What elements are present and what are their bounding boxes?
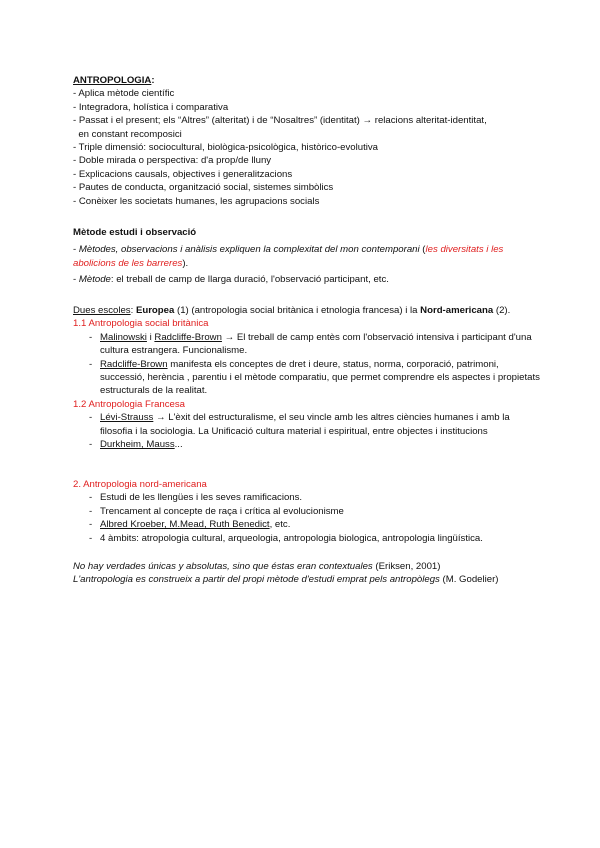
list-item: - Trencament al concepte de raça i crítica al evolucionisme [73,505,543,518]
dash: - [73,274,79,286]
method-line-1 [73,243,543,270]
author-names: Albred Kroeber, M.Mead, Ruth Benedict [100,519,270,531]
method-heading: Mètode estudi i observació [73,227,197,238]
list-item [73,518,543,531]
schools-nord-rest: (2). [493,305,511,316]
author-name: Radcliffe-Brown [154,331,222,343]
quotes-section [73,560,563,587]
intro-item: - Aplica mètode científic [73,88,175,100]
paren-close: ). [182,257,189,269]
method-section [73,226,543,287]
list-item [73,438,543,451]
doc-title-colon: : [151,75,155,86]
north-section [73,478,543,545]
quote-2 [73,573,563,586]
method-line-1-red: les diversitats i les abolicions de les barreres [73,244,504,269]
list-item-text: → L'èxit del estructuralisme, el seu vincle amb les altres ciències humanes i amb la filosofia i la sociologia. La Unificació cultura material i espiritual, entre objectes i institucions [100,412,510,437]
schools-europa: Europea [135,305,175,316]
method-line-2-text: : el treball de camp de llarga duració, l'observació participant, etc. [110,274,389,286]
list-item [73,358,543,398]
method-line-1-italic: Mètodes, observacions i anàlisis expliquen la complexitat del mon contemporani [78,244,420,256]
doc-title [73,74,543,87]
intro-item: - Doble mirada o perspectiva: d'a prop/de lluny [73,155,272,167]
separator: i [146,331,155,343]
list-item: - Estudi de les llengües i les seves ramificacions. [73,491,543,504]
british-list [73,331,543,398]
intro-item: - Triple dimensió: sociocultural, biològica-psicològica, històrico-evolutiva [73,142,379,154]
schools-colon: : [130,305,136,316]
list-item-text: ... [174,439,183,451]
method-line-2 [73,273,543,286]
author-name: Malinowski [100,331,147,343]
schools-line [73,304,543,317]
intro-item: - Passat i el present; els “Altres” (alteritat) i de “Nosaltres” (identitat) → relacions alteritat-identitat, [73,115,487,127]
list-item-text: , etc. [269,519,291,531]
north-heading: 2. Antropologia nord-americana [73,479,207,490]
quote-1 [73,560,563,573]
quote-1-author: (Eriksen, 2001) [372,561,441,572]
list-item-text: → El treball de camp entès com l'observació intensiva i participant d'una cultura estrangera. Funcionalisme. [100,331,532,357]
quote-2-author: (M. Godelier) [439,574,499,586]
doc-title-text: ANTROPOLOGIA [73,75,152,86]
list-item: - 4 àmbits: atropologia cultural, arqueologia, antropologia biologica, antropologia lingüística. [73,532,543,545]
intro-item: - Pautes de conducta, organització social, sistemes simbòlics [73,182,334,194]
list-item-text: manifesta els conceptes de dret i deure, status, norma, corporació, patrimoni, successió, herència , parentiu i el mètode comparatiu, que permet comprendre els aspectes i propietats estructurals de la realitat. [100,358,540,397]
quote-1-text: No hay verdades únicas y absolutas, sino que éstas eran contextuales [73,561,373,572]
schools-europa-rest: (1) (antropologia social britànica i etnologia francesa) i la [174,305,421,316]
schools-label: Dues escoles [73,305,131,316]
author-name: Lévi-Strauss [100,412,154,424]
paren-open: ( [419,244,426,256]
quote-2-text: L'antropologia es construeix a partir del propi mètode d'estudi emprat pels antropòlegs [73,574,440,586]
intro-item: - Integradora, holística i comparativa [73,101,229,113]
dash: - [73,244,79,256]
intro-item: en constant recomposici [73,128,182,140]
intro-item: - Conèixer les societats humanes, les agrupacions socials [73,195,320,207]
author-name: Radcliffe-Brown [100,358,168,370]
french-heading: 1.2 Antropologia Francesa [73,398,186,410]
method-line-2-italic: Mètode [78,274,111,286]
intro-item: - Explicacions causals, objectives i generalitzacions [73,168,293,180]
list-item [73,411,543,438]
north-list [73,491,543,545]
author-name: Durkheim, Mauss [100,439,175,451]
british-heading: 1.1 Antropologia social britànica [73,318,209,330]
schools-section [73,304,543,451]
list-item [73,331,543,358]
french-list [73,411,543,451]
intro-section [73,74,543,208]
schools-nord: Nord-americana [420,305,494,316]
